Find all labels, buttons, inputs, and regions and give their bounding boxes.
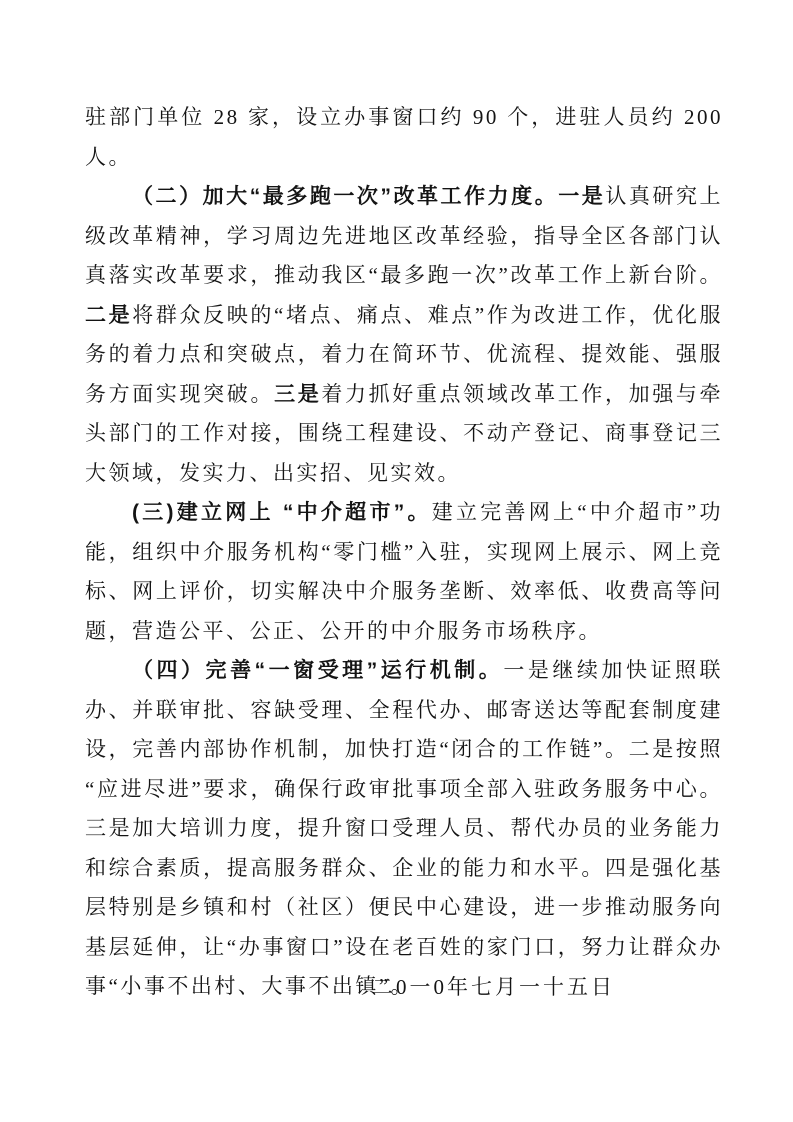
document-body [85, 98, 723, 1007]
text-run: 建立完善网上“中介超市”功能，组织中介服务机构“零门槛”入驻，实现网上展示、网上竞标、网上评价，切实解决中介服务垄断、效率低、收费高等问题，营造公平、公正、公开的中介服务市场秩序。 [85, 500, 724, 643]
text-run: 二是 [85, 303, 133, 327]
text-run: 着力抓好重点领域改革工作，加强与牵头部门的工作对接，围绕工程建设、不动产登记、商事登记三大领域，发实力、出实招、见实效。 [85, 381, 724, 485]
text-run: （二）加大“最多跑一次”改革工作力度。一是 [132, 185, 606, 208]
text-run: (三)建立网上 “中介超市”。 [132, 501, 432, 524]
text-run: 驻部门单位 28 家，设立办事窗口约 90 个，进驻人员约 200 人。 [85, 105, 723, 169]
text-run: 三是 [274, 382, 322, 406]
paragraph [85, 177, 723, 493]
document-date: 二0一0年七月一十五日 [372, 975, 615, 999]
text-run: 认真研究上级改革精神，学习周边先进地区改革经验，指导全区各部门认真落实改革要求，推动我区“最多跑一次”改革工作上新台阶。 [85, 184, 724, 287]
paragraph [85, 651, 723, 1007]
paragraph [85, 493, 723, 651]
text-run: 将群众反映的“堵点、痛点、难点”作为改进工作，优化服务的着力点和突破点，着力在简环节、优流程、提效能、强服务方面实现突破。 [85, 302, 723, 406]
text-run: 一是继续加快证照联办、并联审批、容缺受理、全程代办、邮寄送达等配套制度建设，完善内部协作机制，加快打造“闭合的工作链”。二是按照“应进尽进”要求，确保行政审批事项全部入驻政务服务中心。三是加大培训力度，提升窗口受理人员、帮代办员的业务能力和综合素质，提高服务群众、企业的能力和水平。四是强化基层特别是乡镇和村（社区）便民中心建设，进一步推动服务向基层延伸，让“办事窗口”设在老百姓的家门口，努力让群众办事“小事不出村、大事不出镇”。 [85, 658, 724, 998]
paragraph [85, 98, 723, 177]
text-run: （四）完善“一窗受理”运行机制。 [132, 659, 504, 682]
